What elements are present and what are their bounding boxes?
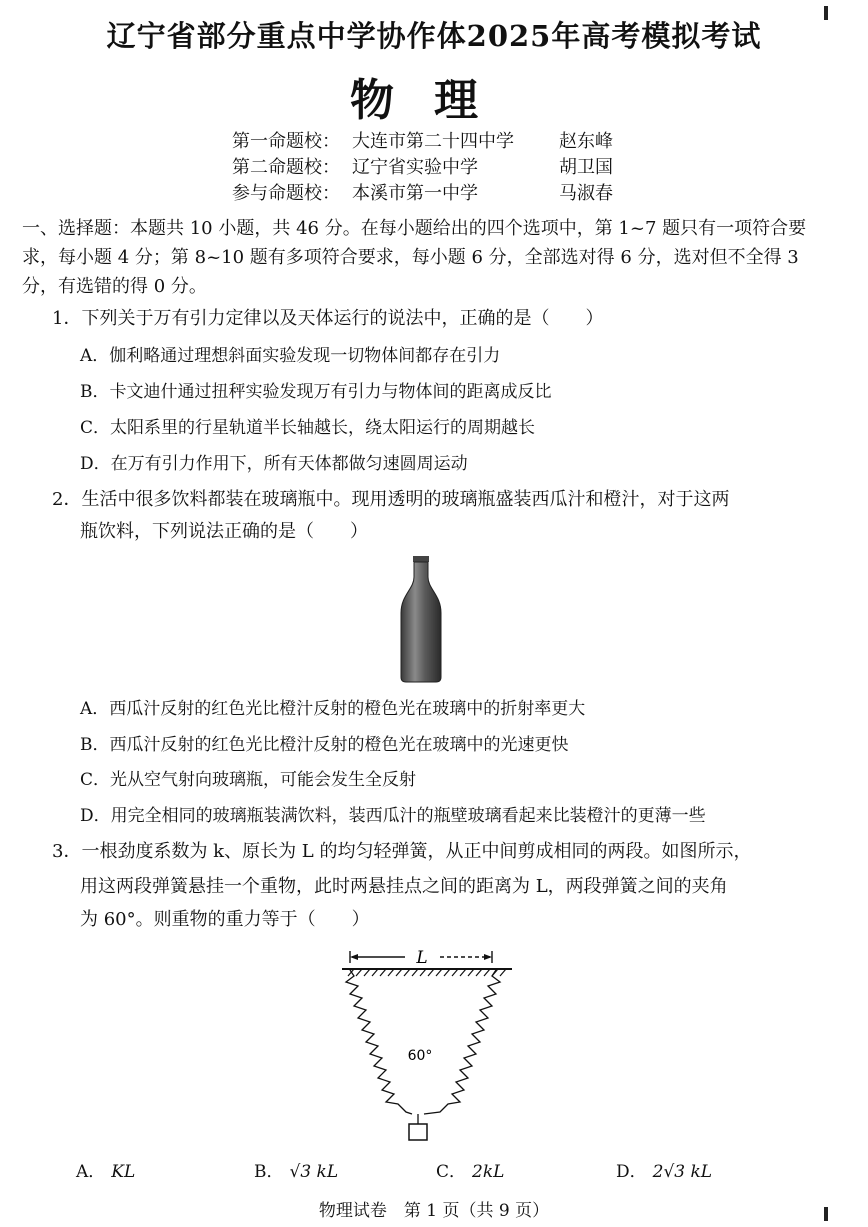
bottle-body [401,562,441,682]
question-2-option-a: A．西瓜汁反射的红色光比橙汁反射的橙色光在玻璃中的折射率更大 [80,699,586,719]
question-3-option-a [76,1157,135,1182]
spring-figure [320,942,530,1142]
setter-person-1: 赵东峰 [559,131,613,152]
question-3-option-c [436,1157,504,1182]
question-2-option-d: D．用完全相同的玻璃瓶装满饮料，装西瓜汁的瓶壁玻璃看起来比装橙汁的更薄一些 [80,806,706,826]
right-spring [424,970,500,1114]
question-1-option-b: B．卡文迪什通过扭秤实验发现万有引力与物体间的距离成反比 [80,382,552,402]
setter-school-2: 辽宁省实验中学 [352,157,478,178]
option-b-value: √3 kL [289,1162,339,1182]
option-c-letter: C． [436,1162,467,1182]
question-3-stem-line-1: 3．一根劲度系数为 k、原长为 L 的均匀轻弹簧，从正中间剪成相同的两段。如图所示， [52,841,752,862]
question-2-option-b: B．西瓜汁反射的红色光比橙汁反射的橙色光在玻璃中的光速更快 [80,735,569,755]
option-d-letter: D． [616,1162,647,1182]
subject-title: 物理 [350,75,518,126]
setter-label-2: 第二命题校： [232,157,340,178]
weight-block [409,1124,427,1140]
angle-label: 60° [407,1048,433,1064]
option-b-letter: B． [254,1162,284,1182]
length-arrowhead-right [484,954,492,960]
question-1-option-c: C．太阳系里的行星轨道半长轴越长，绕太阳运行的周期越长 [80,418,536,438]
question-1-option-a: A．伽利略通过理想斜面实验发现一切物体间都存在引力 [80,346,501,366]
option-a-letter: A． [76,1162,106,1182]
setter-label-1: 第一命题校： [232,131,340,152]
length-label: L [416,948,428,968]
question-2-stem-line-2: 瓶饮料，下列说法正确的是（ ） [80,521,368,542]
option-d-value: 2√3 kL [652,1162,713,1182]
setter-school-1: 大连市第二十四中学 [352,131,514,152]
setter-person-2: 胡卫国 [559,157,613,178]
bottle-cap [413,556,429,562]
scan-edge-mark-bottom [824,1207,828,1221]
question-2-option-c: C．光从空气射向玻璃瓶，可能会发生全反射 [80,770,417,790]
setter-person-3: 马淑春 [559,183,613,204]
setter-school-3: 本溪市第一中学 [352,183,478,204]
glass-bottle-figure [396,555,446,685]
exam-title: 辽宁省部分重点中学协作体2025年高考模拟考试 [106,19,762,53]
question-3-stem-line-3: 为 60°。则重物的重力等于（ ） [80,909,370,930]
option-a-value: KL [111,1162,136,1182]
question-2-stem-line-1: 2．生活中很多饮料都装在玻璃瓶中。现用透明的玻璃瓶盛装西瓜汁和橙汁，对于这两 [52,489,730,510]
setter-label-3: 参与命题校： [232,183,340,204]
page-footer: 物理试卷 第 1 页（共 9 页） [318,1201,550,1221]
question-1-stem: 1．下列关于万有引力定律以及天体运行的说法中，正确的是（ ） [52,308,604,329]
question-3-option-d [616,1157,712,1182]
question-3-stem-line-2: 用这两段弹簧悬挂一个重物，此时两悬挂点之间的距离为 L，两段弹簧之间的夹角 [80,876,728,897]
option-c-value: 2kL [472,1162,505,1182]
section-heading: 一、选择题：本题共 10 小题，共 46 分。在每小题给出的四个选项中，第 1~7 题只有一项符合要求，每小题 4 分；第 8~10 题有多项符合要求，每小题 6 分，全部选对得 6 分，选对但不全得 3 分，有选错的得 0 分。 [22,218,807,297]
length-arrowhead-left [350,954,358,960]
question-3-option-b [254,1157,338,1182]
question-1-option-d: D．在万有引力作用下，所有天体都做匀速圆周运动 [80,454,468,474]
ceiling-hatch [348,969,506,976]
left-spring [346,970,412,1114]
